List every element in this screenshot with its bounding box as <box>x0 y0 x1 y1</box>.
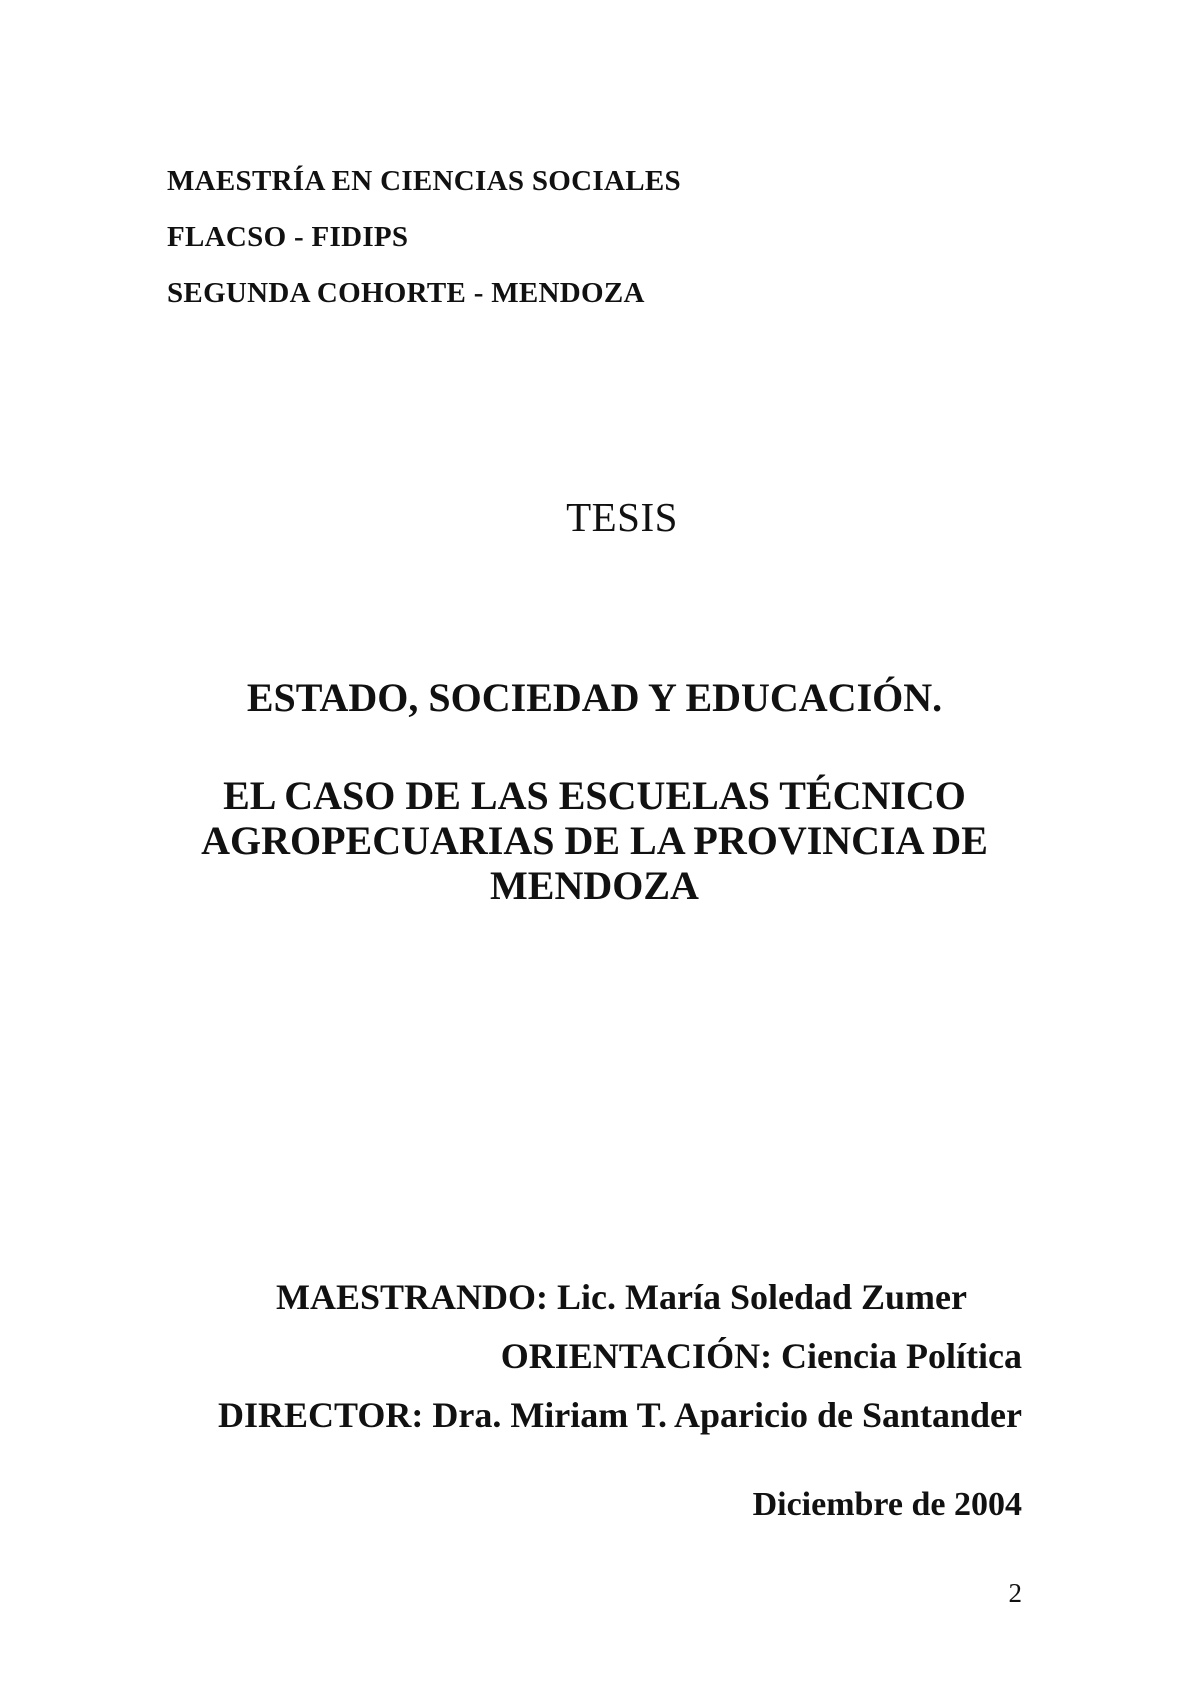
institution-header <box>167 153 681 321</box>
page-number: 2 <box>1008 1578 1022 1608</box>
subtitle-line-2: AGROPECUARIAS DE LA PROVINCIA DE <box>201 818 988 863</box>
director-line: DIRECTOR: Dra. Miriam T. Aparicio de Santander <box>217 1395 1022 1435</box>
orientacion-line: ORIENTACIÓN: Ciencia Política <box>500 1336 1022 1376</box>
header-line-program: MAESTRÍA EN CIENCIAS SOCIALES <box>167 165 681 197</box>
main-title: ESTADO, SOCIEDAD Y EDUCACIÓN. <box>246 675 943 720</box>
subtitle-line-1: EL CASO DE LAS ESCUELAS TÉCNICO <box>223 773 966 818</box>
subtitle <box>167 773 1022 908</box>
header-line-cohort: SEGUNDA COHORTE - MENDOZA <box>167 277 645 309</box>
tesis-heading: TESIS <box>566 494 678 540</box>
maestrando-line: MAESTRANDO: Lic. María Soledad Zumer <box>276 1277 967 1317</box>
header-line-institution: FLACSO - FIDIPS <box>167 221 409 253</box>
credits <box>167 1268 1022 1445</box>
subtitle-line-3: MENDOZA <box>490 863 699 908</box>
date-line: Diciembre de 2004 <box>752 1486 1022 1523</box>
